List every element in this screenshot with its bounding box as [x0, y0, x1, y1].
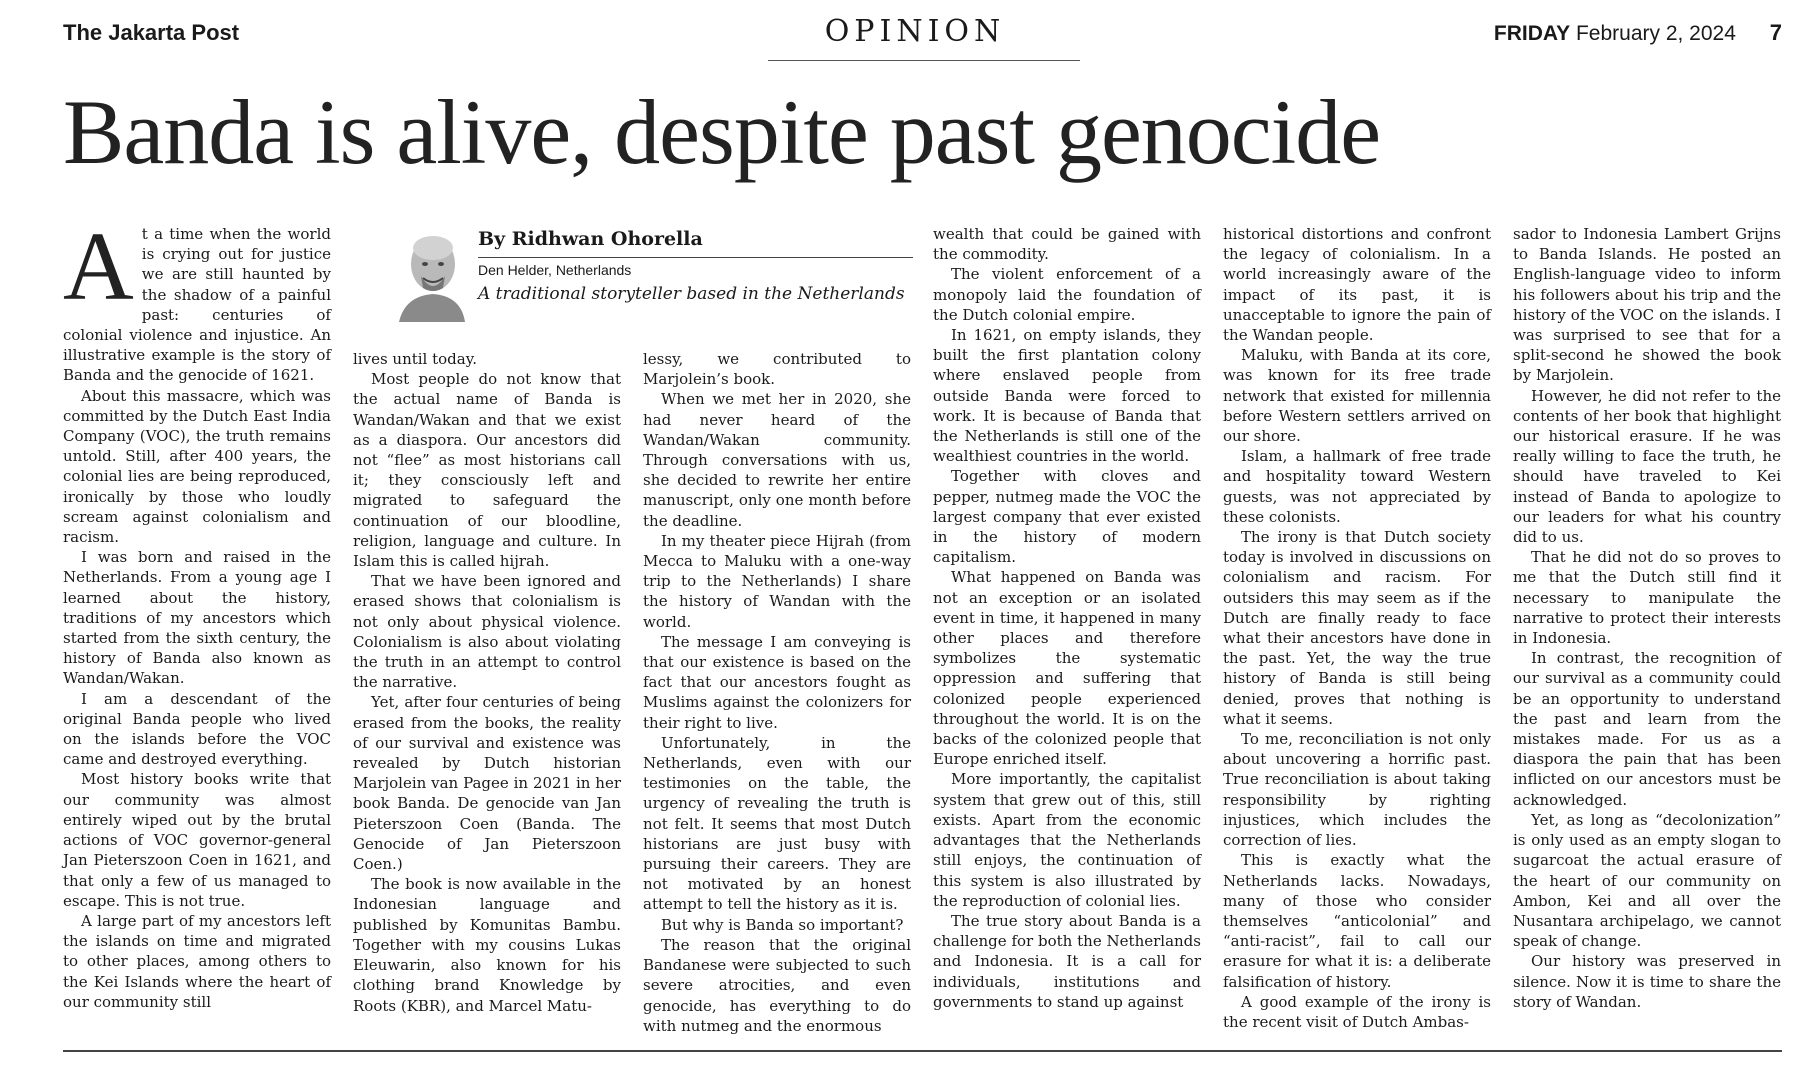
paragraph: Our history was preserved in silence. Now it is time to share the story of Wandan. — [1513, 952, 1781, 1011]
paragraph: historical distortions and confront the legacy of colonialism. In a world increasingly aware of the impact of its past, it is unacceptable to ignore the pain of the Wandan people. — [1223, 225, 1491, 345]
publication-name: The Jakarta Post — [63, 20, 240, 45]
paragraph: When we met her in 2020, she had never heard of the Wandan/Wakan community. Through conversations with us, she decided to rewrite her entire manuscript, only one month before the deadline. — [643, 390, 911, 530]
bottom-rule — [63, 1050, 1782, 1052]
paragraph: The true story about Banda is a challenge for both the Netherlands and Indonesia. It is a call for individuals, institutions and governments to stand up against — [933, 911, 1201, 1011]
article-column-6 — [1513, 224, 1781, 1012]
paragraph: The violent enforcement of a monopoly laid the foundation of the Dutch colonial empire. — [933, 265, 1201, 324]
paragraph: In 1621, on empty islands, they built the first plantation colony where enslaved people from outside Banda were forced to work. It is because of Banda that the Netherlands is still one of the wealthiest countries in the world. — [933, 326, 1201, 466]
paragraph: Islam, a hallmark of free trade and hospitality toward Western guests, was not appreciated by these colonists. — [1223, 447, 1491, 526]
paragraph: lives until today. — [353, 350, 477, 368]
paragraph: Together with cloves and pepper, nutmeg made the VOC the largest company that ever existed in the history of modern capitalism. — [933, 467, 1201, 567]
paragraph: That he did not do so proves to me that the Dutch still find it necessary to manipulate the narrative to protect their interests in Indonesia. — [1513, 548, 1781, 648]
paragraph: The message I am conveying is that our existence is based on the fact that our ancestors fought as Muslims against the colonizers for their right to live. — [643, 632, 911, 732]
article-column-1 — [63, 213, 331, 1012]
byline-rule — [478, 257, 913, 258]
paragraph: Most people do not know that the actual name of Banda is Wandan/Wakan and that we exist as a diaspora. Our ancestors did not “flee” as most historians call it; they consciously left and migrated to safeguard the continuation of our bloodline, religion, language and culture. In Islam this is called hijrah. — [353, 370, 621, 571]
paragraph: This is exactly what the Netherlands lacks. Nowadays, many of those who consider themselves “anticolonial” and “anti-racist”, fail to call our erasure for what it is: a deliberate falsification of history. — [1223, 851, 1491, 991]
paragraph: To me, reconciliation is not only about uncovering a horrific past. True reconciliation is about taking responsibility by righting injustices, which includes the correction of lies. — [1223, 730, 1491, 850]
paragraph: What happened on Banda was not an exception or an isolated event in time, it happened in many other places and therefore symbolizes the systematic oppression and suffering that colonized people experienced throughout the world. It is on the backs of the colonized people that Europe enriched itself. — [933, 568, 1201, 769]
paragraph: That we have been ignored and erased shows that colonialism is not only about physical violence. Colonialism is also about violating the truth in an attempt to control the narrative. — [353, 572, 621, 692]
paragraph: However, he did not refer to the contents of her book that highlight our historical erasure. If he was really willing to face the truth, he should have traveled to Kei instead of Banda to apologize to our leaders for what his country did to us. — [1513, 386, 1781, 547]
paragraph: sador to Indonesia Lambert Grijns to Banda Islands. He posted an English-language video to inform his followers about his trip and the history of the VOC on the islands. I was surprised to see that for a split-second he showed the book by Marjolein. — [1513, 225, 1781, 385]
paragraph: Most history books write that our community was almost entirely wiped out by the brutal actions of VOC governor-general Jan Pieterszoon Coen in 1621, and that only a few of us managed to escape. This is not true. — [63, 770, 331, 910]
paragraph: More importantly, the capitalist system that grew out of this, still exists. Apart from the economic advantages that the Netherlands still enjoys, the continuation of this system is also illustrated by the reproduction of colonial lies. — [933, 770, 1201, 910]
paragraph: Maluku, with Banda at its core, was known for its free trade network that existed for millennia before Western settlers arrived on our shore. — [1223, 346, 1491, 446]
byline — [383, 222, 913, 340]
drop-cap: A — [63, 213, 134, 321]
issue-date — [1494, 20, 1782, 46]
paragraph: About this massacre, which was committed by the Dutch East India Company (VOC), the truth remains untold. Still, after 400 years, the colonial lies are being reproduced, ironically by those who loudly scream against colonialism and racism. — [63, 386, 331, 547]
article-column-3 — [643, 349, 911, 1036]
author-portrait-icon — [397, 226, 467, 322]
paragraph: The book is now available in the Indonesian language and published by Komunitas Bambu. Together with my cousins Lukas Eleuwarin, also known for his clothing brand Knowledge by Roots (KBR), and Marcel Matu- — [353, 875, 621, 1015]
author-location: Den Helder, Netherlands — [478, 262, 632, 278]
paragraph: I was born and raised in the Netherlands. From a young age I learned about the history, traditions of my ancestors which started from the sixth century, the history of Banda also known as Wandan/Wakan. — [63, 548, 331, 688]
paragraph: I am a descendant of the original Banda people who lived on the islands before the VOC came and destroyed everything. — [63, 689, 331, 769]
paragraph: In my theater piece Hijrah (from Mecca to Maluku with a one-way trip to the Netherlands) I share the history of Wandan with the world. — [643, 531, 911, 631]
paragraph: Yet, as long as “decolonization” is only used as an empty slogan to sugarcoat the actual erasure of the heart of our community on Ambon, Kei and all over the Nusantara archipelago, we cannot speak of change. — [1513, 810, 1781, 951]
page-number: 7 — [1769, 20, 1782, 45]
paragraph: Unfortunately, in the Netherlands, even with our testimonies on the table, the urgency of revealing the truth is not felt. It seems that most Dutch historians are just busy with pursuing their careers. They are not motivated by an honest attempt to tell the history as it is. — [643, 733, 911, 914]
article-column-5 — [1223, 224, 1491, 1032]
paragraph: A good example of the irony is the recent visit of Dutch Ambas- — [1223, 992, 1491, 1031]
issue-date-text: February 2, 2024 — [1575, 22, 1736, 45]
paragraph: lessy, we contributed to Marjolein’s book. — [643, 350, 911, 389]
headline: Banda is alive, despite past genocide — [63, 81, 1381, 183]
paragraph: t a time when the world is crying out for justice we are still haunted by the shadow of a painful past: centuries of colonial violence and injustice. An illustrative example is the story of Banda and the genocide of 1621. — [63, 225, 331, 385]
paragraph: wealth that could be gained with the commodity. — [933, 225, 1201, 264]
paragraph: A large part of my ancestors left the islands on time and migrated to other places, among others to the Kei Islands where the heart of our community still — [63, 911, 331, 1011]
article-column-2 — [353, 349, 621, 1016]
paragraph: The irony is that Dutch society today is involved in discussions on colonialism and racism. For outsiders this may seem as if the Dutch are finally ready to face what their ancestors have done in the past. Yet, the way the true history of Banda is still being denied, proves that nothing is what it seems. — [1223, 528, 1491, 728]
author-description: A traditional storyteller based in the Netherlands — [478, 284, 905, 304]
paragraph: The reason that the original Bandanese were subjected to such severe atrocities, and even genocide, has everything to do with nutmeg and the enormous — [643, 935, 911, 1035]
issue-day: FRIDAY — [1493, 22, 1571, 45]
article-column-4 — [933, 224, 1201, 1012]
paragraph: Yet, after four centuries of being erased from the books, the reality of our survival and existence was revealed by Dutch historian Marjolein van Pagee in 2021 in her book Banda. De genocide van Jan Pieterszoon Coen (Banda. The Genocide of Jan Pieterszoon Coen.) — [353, 693, 621, 874]
paragraph: But why is Banda so important? — [661, 915, 904, 934]
author-name: By Ridhwan Ohorella — [478, 228, 703, 250]
section-rule — [768, 60, 1080, 61]
paragraph: In contrast, the recognition of our survival as a community could be an opportunity to understand the past and learn from the mistakes made. For us as a diaspora the pain that has been inflicted on our ancestors must be acknowledged. — [1513, 649, 1781, 809]
section-title: OPINION — [824, 14, 1006, 49]
